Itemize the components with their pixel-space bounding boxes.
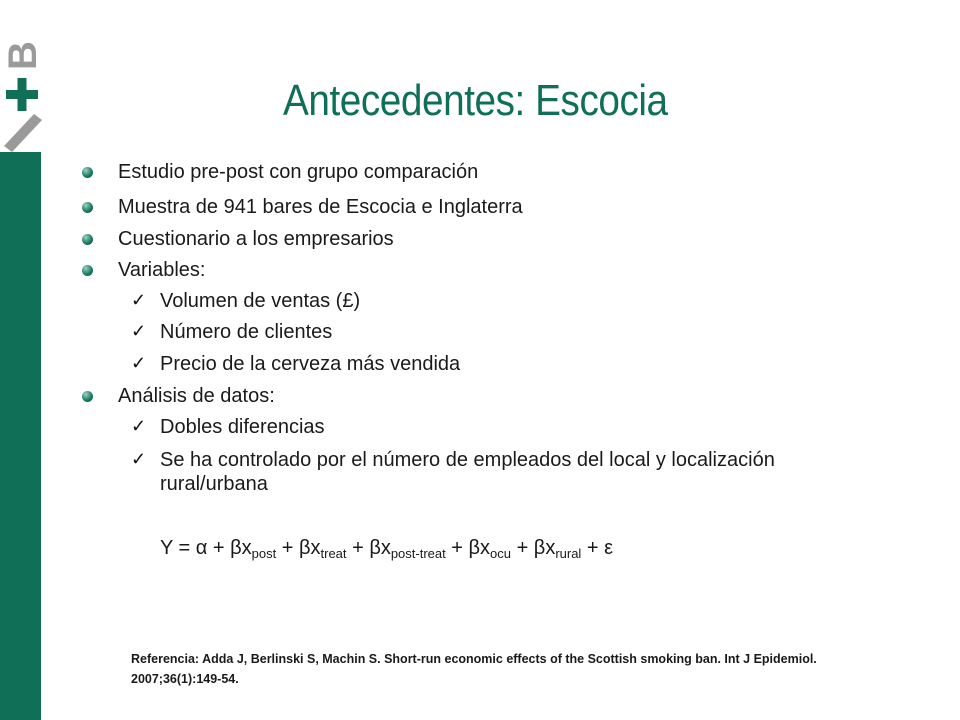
sub-bullet-text: Número de clientes [160,321,333,343]
check-icon: ✓ [131,353,147,373]
formula-subscript: ocu [490,546,512,561]
bullet-text: Estudio pre-post con grupo comparación [118,161,479,183]
sub-bullet-item [131,448,800,496]
bullet-item [118,160,478,184]
formula-subscript: rural [555,546,582,561]
formula-subscript: post [251,546,277,561]
formula-part: + βx [511,537,556,559]
sub-bullet-item [131,415,325,439]
sub-bullet-item [131,320,333,344]
sub-bullet-text: Dobles diferencias [160,416,325,438]
bullet-item [118,195,523,219]
formula-part: + ε [581,537,614,559]
bullet-item [118,258,205,282]
formula-part: Y = α + βx [160,537,252,559]
bullet-item [118,384,275,408]
bullet-dot-icon [82,265,93,276]
sub-bullet-text: Se ha controlado por el número de empleados del local y localización rural/urbana [160,449,775,495]
bullet-text: Cuestionario a los empresarios [118,228,394,250]
bullet-text: Muestra de 941 bares de Escocia e Inglaterra [118,196,523,218]
check-icon: ✓ [131,321,147,341]
bullet-item [118,227,394,251]
slide-title: Antecedentes: Escocia [283,76,668,125]
reference-citation: Referencia: Adda J, Berlinski S, Machin S. Short-run economic effects of the Scottish smoking ban. Int J Epidemiol. 2007;36(1):149-54. [131,652,817,686]
sub-bullet-item [131,289,361,313]
bullet-dot-icon [82,234,93,245]
bullet-dot-icon [82,202,93,213]
formula-part: + βx [445,537,491,559]
bullet-dot-icon [82,167,93,178]
sub-bullet-item [131,352,461,376]
check-icon: ✓ [131,290,147,310]
formula-part: + βx [276,537,321,559]
bullet-text: Análisis de datos: [118,385,275,407]
formula-subscript: treat [320,546,347,561]
bullet-text: Variables: [118,259,206,281]
logo-letter: B [1,41,45,70]
regression-formula [160,537,613,561]
bullet-dot-icon [82,391,93,402]
formula-subscript: post-treat [390,546,446,561]
sub-bullet-text: Precio de la cerveza más vendida [160,353,461,375]
formula-part: + βx [346,537,391,559]
sub-bullet-text: Volumen de ventas (£) [160,290,361,312]
check-icon: ✓ [131,449,147,469]
check-icon: ✓ [131,416,147,436]
